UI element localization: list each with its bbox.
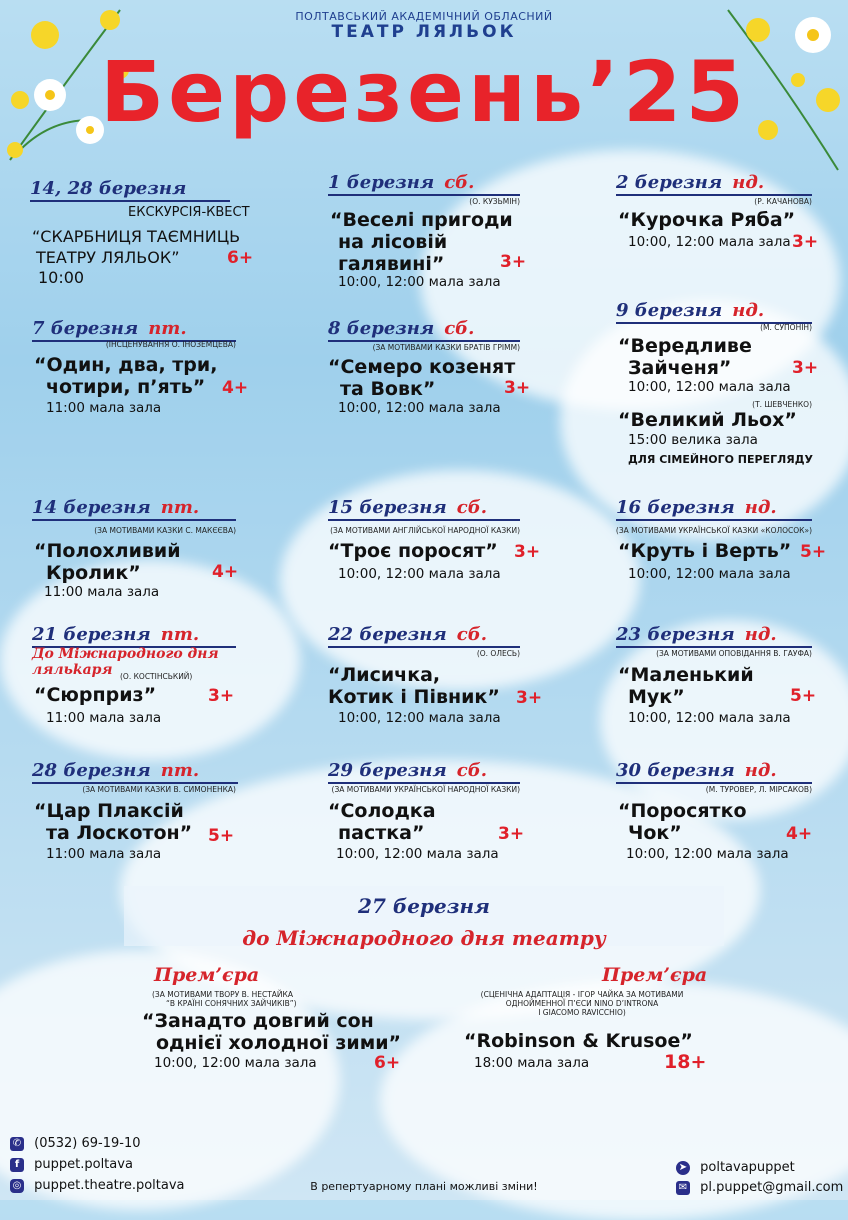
event-date: 1 березня сб. [328,172,520,196]
event-time: 10:00, 12:00 мала зала [628,710,791,726]
event-date: 14, 28 березня [30,178,230,202]
special-date: 27 березня [358,894,490,918]
event-date: 7 березня пт. [32,318,236,342]
age-badge: 3+ [792,358,819,378]
telegram-link[interactable]: ➤ poltavapuppet [676,1160,795,1175]
age-badge: 3+ [498,824,525,844]
theatre-subtitle: ПОЛТАВСЬКИЙ АКАДЕМІЧНИЙ ОБЛАСНИЙ [295,10,553,23]
age-badge: 18+ [664,1051,707,1073]
premiere-credit: (ЗА МОТИВАМИ ТВОРУ В. НЕСТАЙКА “В КРАЇНІ СОНЯЧНИХ ЗАЙЧИКІВ”) [152,990,297,1008]
email-link[interactable]: ✉ pl.puppet@gmail.com [676,1180,843,1195]
event-date: 2 березня нд. [616,172,812,196]
event-date: 28 березня пт. [32,760,238,784]
age-badge: 6+ [227,248,254,268]
event-time: 10:00, 12:00 мала зала [338,710,501,726]
event-title: “Поросятко Чок” [618,800,747,844]
age-badge: 3+ [500,252,527,272]
event-time: 10:00, 12:00 мала зала [338,274,501,290]
facebook-icon: f [10,1158,24,1172]
event-title: “Троє поросят” [328,540,498,562]
event-title: “Круть і Верть” [618,540,792,562]
event-time: 10:00, 12:00 мала зала [338,566,501,582]
event-type: ЕКСКУРСІЯ-КВЕСТ [128,205,250,220]
event-date: 15 березня сб. [328,497,520,521]
event-time: 10:00, 12:00 мала зала [628,234,791,250]
event-time: 11:00 мала зала [46,710,162,726]
premiere-time: 18:00 мала зала [474,1055,590,1071]
premiere-time: 10:00, 12:00 мала зала [154,1055,317,1071]
event-date: 9 березня нд. [616,300,812,324]
premiere-title: “Robinson & Krusoe” [464,1030,693,1052]
event-time: 11:00 мала зала [46,400,162,416]
event-title-2: “Великий Льох” [618,409,797,431]
event-credit-2: (Т. ШЕВЧЕНКО) [752,400,812,409]
telegram-icon: ➤ [676,1161,690,1175]
event-title: “Вередливе Зайченя” [618,335,752,379]
event-time: 10:00, 12:00 мала зала [626,846,789,862]
event-date: 29 березня сб. [328,760,520,784]
event-title: “Веселі пригоди на лісовій галявині” [330,209,513,275]
event-date: 30 березня нд. [616,760,812,784]
age-badge: 3+ [792,232,819,252]
age-badge: 4+ [786,824,813,844]
age-badge: 3+ [514,542,541,562]
event-credit: (Р. КАЧАНОВА) [754,197,812,206]
event-credit: (О. КОСТІНСЬКИЙ) [120,672,193,681]
event-time: 10:00, 12:00 мала зала [336,846,499,862]
facebook-link[interactable]: f puppet.poltava [10,1157,133,1172]
event-title: “Семеро козенят та Вовк” [328,356,516,400]
special-occasion: до Міжнародного дня театру [242,926,606,950]
instagram-icon: ◎ [10,1179,24,1193]
event-credit: (ЗА МОТИВАМИ УКРАЇНСЬКОЇ НАРОДНОЇ КАЗКИ) [331,785,520,794]
event-title: “Сюрприз” [34,684,157,706]
event-time: 11:00 мала зала [46,846,162,862]
age-badge: 5+ [790,686,817,706]
age-badge: 4+ [212,562,239,582]
event-date: 14 березня пт. [32,497,236,521]
event-title: “Курочка Ряба” [618,209,796,231]
age-badge: 3+ [516,688,543,708]
event-time: 10:00 [38,268,85,287]
phone-contact[interactable]: ✆ (0532) 69-19-10 [10,1136,141,1151]
event-credit: (ЗА МОТИВАМИ ОПОВІДАННЯ В. ГАУФА) [656,649,812,658]
event-date: 16 березня нд. [616,497,812,521]
event-time: 10:00, 12:00 мала зала [338,400,501,416]
event-special-note: До Міжнародного дня ляльkаря [32,646,219,678]
premiere-label: Прем’єра [154,964,260,986]
event-credit: (ЗА МОТИВАМИ УКРАЇНСЬКОЇ КАЗКИ «КОЛОСОК») [615,526,812,535]
event-credit: (М. ТУРОВЕР, Л. МІРСАКОВ) [705,785,812,794]
event-credit: (О. КУЗЬМІН) [469,197,520,206]
age-badge: 6+ [374,1053,401,1073]
age-badge: 3+ [504,378,531,398]
age-badge: 3+ [208,686,235,706]
event-title: “Солодка пастка” [328,800,436,844]
event-time: 11:00 мала зала [44,584,160,600]
theatre-name: ТЕАТР ЛЯЛЬОК [331,22,517,42]
event-credit: (ЗА МОТИВАМИ КАЗКИ БРАТІВ ГРІММ) [372,343,520,352]
event-title: “Лисичка, Котик і Півник” [328,664,500,708]
event-time: 10:00, 12:00 мала зала [628,379,791,395]
email-icon: ✉ [676,1181,690,1195]
event-title: “Один, два, три, чотири, п’ять” [34,354,218,398]
age-badge: 5+ [800,542,827,562]
premiere-label: Прем’єра [602,964,708,986]
event-time: 10:00, 12:00 мала зала [628,566,791,582]
event-title: “Цар Плаксій та Лоскотон” [34,800,193,844]
event-title: “Полохливий Кролик” [34,540,181,584]
premiere-credit: (СЦЕНІЧНА АДАПТАЦІЯ - ІГОР ЧАЙКА ЗА МОТИВАМИ ОДНОЙМЕННОЇ П’ЄСИ NINO D’INTRONA І GIACOMO RAVICCHIO) [480,990,684,1017]
changes-note: В репертуарному плані можливі зміни! [310,1180,538,1193]
event-date: 23 березня нд. [616,624,812,648]
event-date: 22 березня сб. [328,624,520,648]
premiere-title: “Занадто довгий сон однієї холодної зими” [142,1010,402,1054]
event-credit: (ЗА МОТИВАМИ КАЗКИ С. МАКЄЄВА) [94,526,236,535]
age-badge: 4+ [222,378,249,398]
month-title: Березень’25 [100,43,748,141]
age-badge: 5+ [208,826,235,846]
event-title: “СКАРБНИЦЯ ТАЄМНИЦЬ ТЕАТРУ ЛЯЛЬОК” [32,227,241,267]
event-credit: (ЗА МОТИВАМИ КАЗКИ В. СИМОНЕНКА) [82,785,236,794]
event-date: 8 березня сб. [328,318,520,342]
event-note: ДЛЯ СІМЕЙНОГО ПЕРЕГЛЯДУ [628,453,814,466]
event-time-2: 15:00 велика зала [628,432,758,448]
event-credit: (ІНСЦЕНУВАННЯ О. ІНОЗЕМЦЕВА) [105,340,236,349]
event-credit: (О. ОЛЕСЬ) [476,649,520,658]
event-credit: (М. СУПОНІН) [760,323,812,332]
phone-icon: ✆ [10,1137,24,1151]
event-credit: (ЗА МОТИВАМИ АНГЛІЙСЬКОЇ НАРОДНОЇ КАЗКИ) [330,526,520,535]
event-date: 21 березня пт. [32,624,236,648]
instagram-link[interactable]: ◎ puppet.theatre.poltava [10,1178,185,1193]
event-title: “Маленький Мук” [618,664,754,708]
